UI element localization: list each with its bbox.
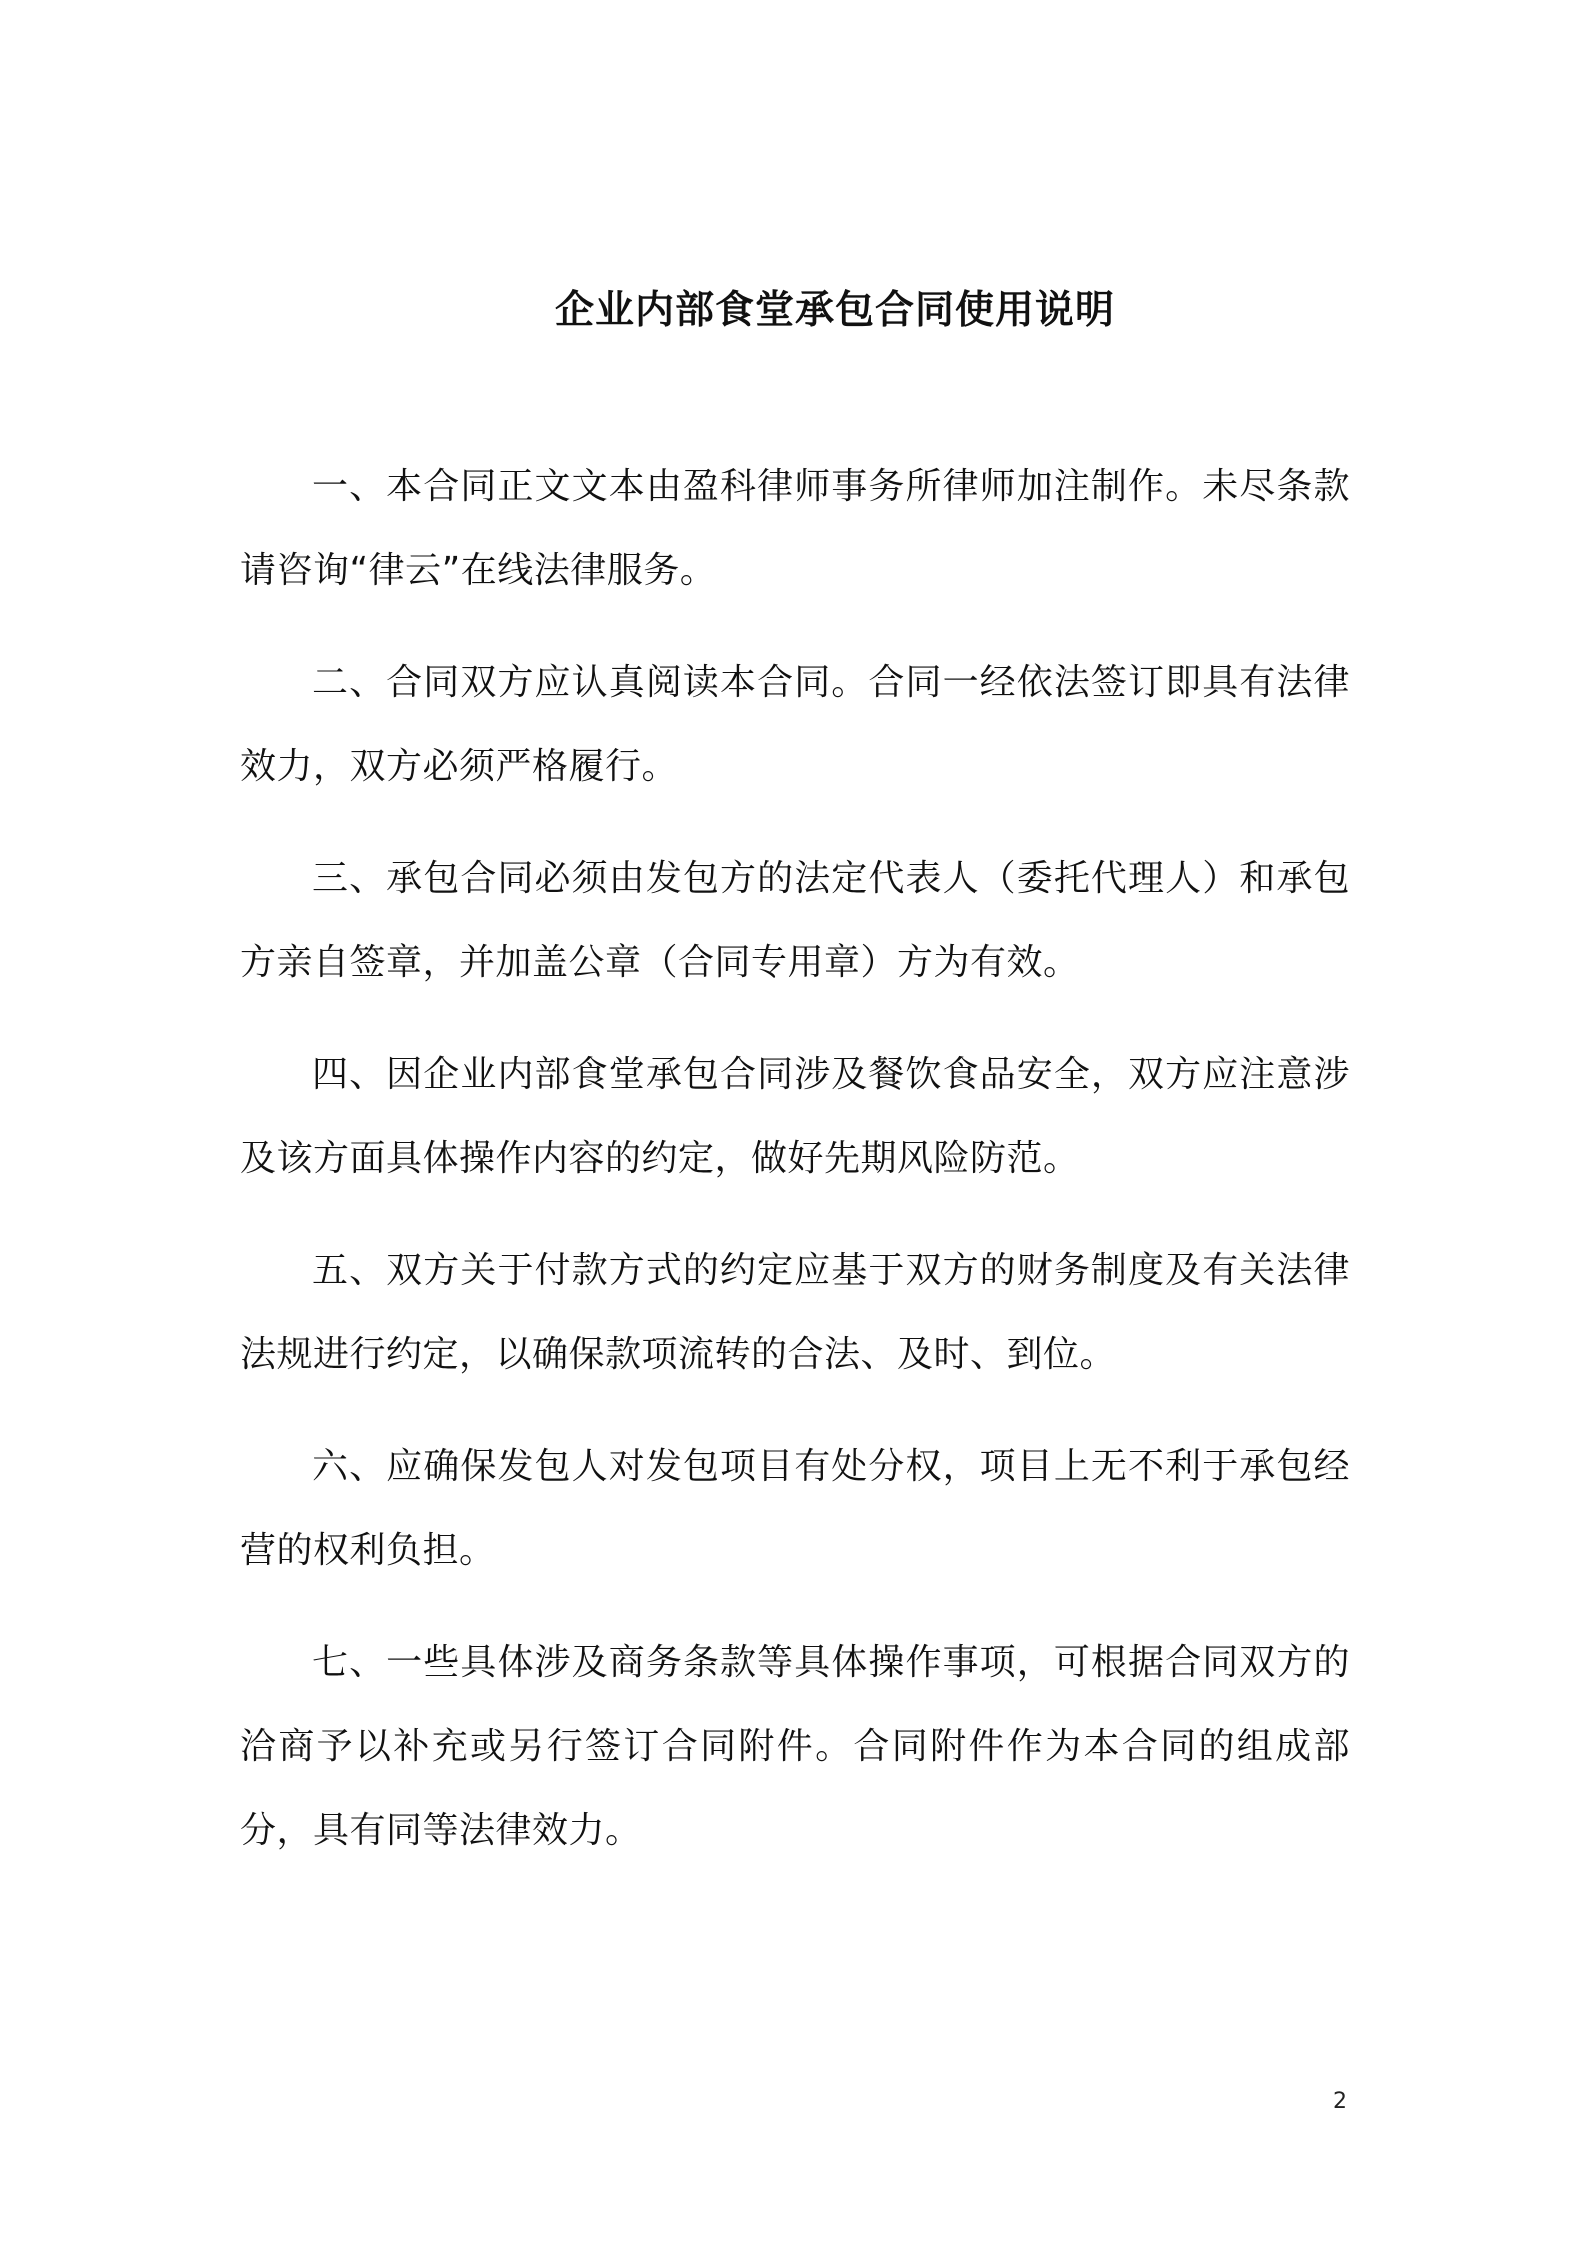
paragraph-4: 四、因企业内部食堂承包合同涉及餐饮食品安全，双方应注意涉及该方面具体操作内容的约定，做好先期风险防范。 xyxy=(240,1054,1350,1179)
paragraph-2: 二、合同双方应认真阅读本合同。合同一经依法签订即具有法律效力，双方必须严格履行。 xyxy=(240,662,1350,787)
page-number: 2 xyxy=(1333,2089,1347,2114)
paragraph-1: 一、本合同正文文本由盈科律师事务所律师加注制作。未尽条款请咨询“律云”在线法律服务。 xyxy=(240,466,1350,591)
paragraph-7: 七、一些具体涉及商务条款等具体操作事项，可根据合同双方的洽商予以补充或另行签订合同附件。合同附件作为本合同的组成部分，具有同等法律效力。 xyxy=(240,1642,1350,1851)
paragraph-3: 三、承包合同必须由发包方的法定代表人（委托代理人）和承包方亲自签章，并加盖公章（合同专用章）方为有效。 xyxy=(240,858,1350,983)
document-title: 企业内部食堂承包合同使用说明 xyxy=(554,288,1115,333)
paragraph-6: 六、应确保发包人对发包项目有处分权，项目上无不利于承包经营的权利负担。 xyxy=(240,1446,1350,1571)
paragraph-5: 五、双方关于付款方式的约定应基于双方的财务制度及有关法律法规进行约定，以确保款项流转的合法、及时、到位。 xyxy=(240,1250,1350,1375)
document-body xyxy=(240,445,1350,1901)
